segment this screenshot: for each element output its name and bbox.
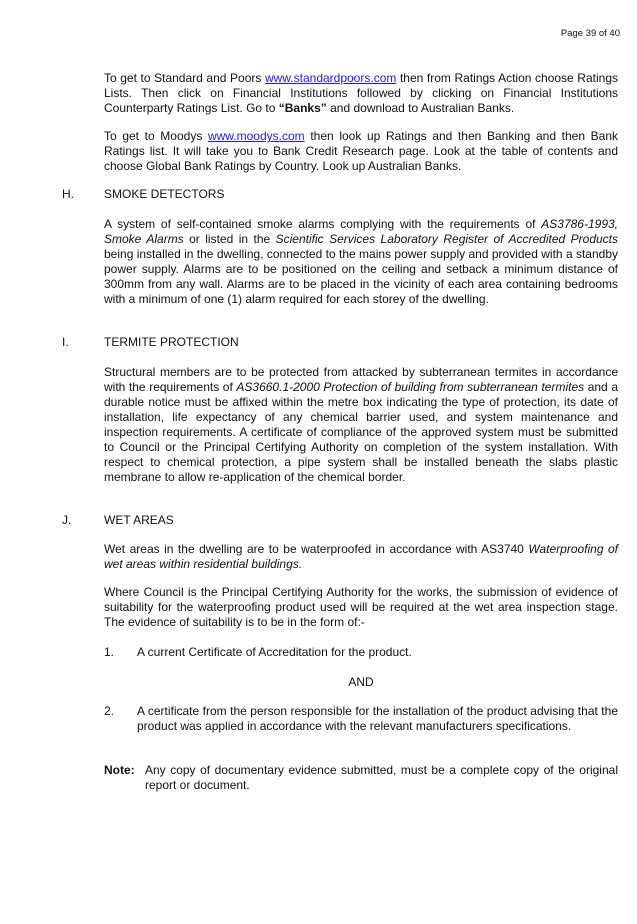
text: or listed in the xyxy=(183,232,276,246)
text: being installed in the dwelling, connected to the mains power supply and provided with a standby power supply. Alarms are to be positioned on the ceiling and setback a minimum distance of 300mm from any wall. Alarms are to be placed in the vicinity of each area containing bedrooms with a minimum of one (1) alarm required for each storey of the dwelling. xyxy=(104,247,618,306)
section-j-letter: J. xyxy=(62,513,72,527)
section-h-body xyxy=(104,217,618,307)
text: then from Ratings Action choose Ratings Lists. Then click on Financial Institutions followed by clicking on Financial Institutions Counterparty Ratings List. Go to xyxy=(104,71,618,115)
standardpoors-link[interactable]: www.standardpoors.com xyxy=(264,71,397,85)
moodys-paragraph xyxy=(104,129,618,174)
standard-ref: AS3660.1-2000 Protection of building from subterranean termites xyxy=(236,380,585,394)
banks-bold: “Banks” xyxy=(278,101,327,115)
section-j-para-1 xyxy=(104,542,618,572)
standard-ref: Waterproofing of wet areas within residential buildings. xyxy=(104,542,619,571)
text: and download to Australian Banks. xyxy=(326,101,515,115)
section-h-title: SMOKE DETECTORS xyxy=(104,187,225,201)
note-label: Note: xyxy=(104,763,135,777)
register-ref: Scientific Services Laboratory Register of Accredited Products xyxy=(275,232,618,246)
text: A system of self-contained smoke alarms complying with the requirements of xyxy=(104,217,542,231)
and-separator: AND xyxy=(348,675,374,689)
section-i-body xyxy=(104,365,618,485)
text: then look up Ratings and then Banking and then Bank Ratings list. It will take you to Bank Credit Research page. Look at the table of contents and choose Global Bank Ratings by Country. Look up Australian Banks. xyxy=(104,129,619,173)
list-item-text: A current Certificate of Accreditation for the product. xyxy=(137,645,412,659)
note-text: Any copy of documentary evidence submitted, must be a complete copy of the original report or document. xyxy=(145,763,618,792)
section-i-letter: I. xyxy=(62,335,69,349)
list-item-number: 1. xyxy=(104,645,115,659)
text: and a durable notice must be affixed within the metre box indicating the type of protection, its date of installation, life expectancy of any chemical barrier used, and system maintenance and inspection requirements. A certificate of compliance of the approved system must be submitted to Council or the Principal Certifying Authority on completion of the system installation. With respect to chemical protection, a pipe system shall be installed beneath the slabs plastic membrane to allow re-application of the chemical border. xyxy=(104,380,618,484)
list-item-text: A certificate from the person responsible for the installation of the product advising that the product was applied in accordance with the relevant manufacturers specifications. xyxy=(137,704,618,733)
section-j-title: WET AREAS xyxy=(104,513,174,527)
page-number: Page 39 of 40 xyxy=(560,28,620,39)
text: Structural members are to be protected from attacked by subterranean termites in accordance with the requirements of xyxy=(104,365,618,394)
list-item-number: 2. xyxy=(104,704,115,718)
section-i-title: TERMITE PROTECTION xyxy=(104,335,239,349)
moodys-link[interactable]: www.moodys.com xyxy=(207,129,305,143)
section-h-letter: H. xyxy=(62,187,74,201)
standard-ref: AS3786-1993, Smoke Alarms xyxy=(104,217,618,246)
text: Wet areas in the dwelling are to be waterproofed in accordance with AS3740 xyxy=(104,542,529,556)
standard-poors-paragraph xyxy=(104,71,618,116)
section-j-para-2: Where Council is the Principal Certifying Authority for the works, the submission of evidence of suitability for the waterproofing product used will be required at the wet area inspection stage. The evidence of suitability is to be in the form of:- xyxy=(104,585,618,629)
text: To get to Standard and Poors xyxy=(104,71,265,85)
text: To get to Moodys xyxy=(104,129,208,143)
